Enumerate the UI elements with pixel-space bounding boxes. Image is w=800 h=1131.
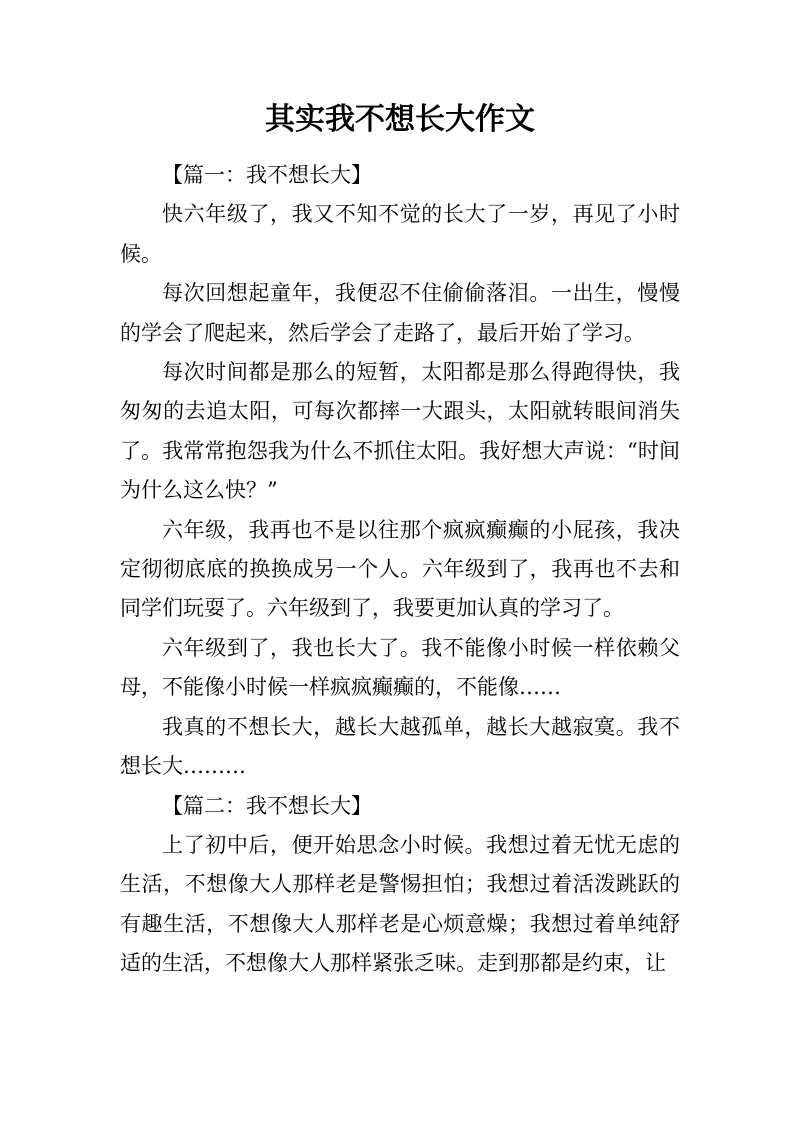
paragraph: 六年级，我再也不是以往那个疯疯癫癫的小屁孩，我决定彻彻底底的换换成另一个人。六年级到了，我再也不去和同学们玩耍了。六年级到了，我要更加认真的学习了。 [120,517,680,621]
page-title: 其实我不想长大作文 [265,102,535,137]
document-body [120,156,680,984]
paragraph: 我真的不想长大，越长大越孤单，越长大越寂寞。我不想长大……… [120,714,680,779]
section-heading: 【篇二：我不想长大】 [162,793,372,818]
paragraph: 快六年级了，我又不知不觉的长大了一岁，再见了小时候。 [120,202,680,266]
paragraph: 六年级到了，我也长大了。我不能像小时候一样依赖父母，不能像小时候一样疯疯癫癫的，不能像…… [120,635,680,700]
paragraph: 每次时间都是那么的短暂，太阳都是那么得跑得快，我匆匆的去追太阳，可每次都摔一大跟头，太阳就转眼间消失了。我常常抱怨我为什么不抓住太阳。我好想大声说：“时间为什么这么快？” [120,360,680,503]
paragraph: 每次回想起童年，我便忍不住偷偷落泪。一出生，慢慢的学会了爬起来，然后学会了走路了，最后开始了学习。 [120,281,680,345]
paragraph: 上了初中后，便开始思念小时候。我想过着无忧无虑的生活，不想像大人那样老是警惕担怕；我想过着活泼跳跃的有趣生活，不想像大人那样老是心烦意燥；我想过着单纯舒适的生活，不想像大人那样紧张乏味。走到那都是约束，让 [120,832,680,976]
section-heading: 【篇一：我不想长大】 [162,163,372,187]
